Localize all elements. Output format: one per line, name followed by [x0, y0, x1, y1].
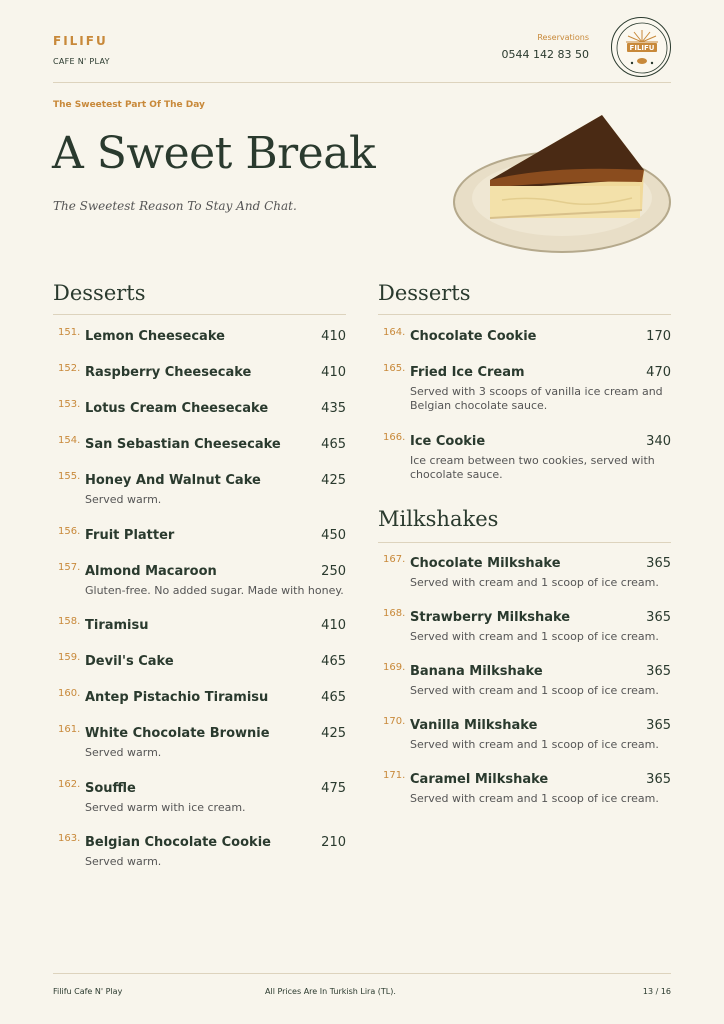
item-name: White Chocolate Brownie: [85, 726, 270, 741]
item-number: 166.: [383, 432, 406, 443]
item-number: 155.: [58, 471, 81, 482]
item-number: 152.: [58, 363, 81, 374]
item-name: Almond Macaroon: [85, 564, 217, 579]
item-name: Caramel Milkshake: [410, 772, 549, 787]
section-divider: [378, 542, 671, 543]
section-title-desserts-right: Desserts: [378, 281, 471, 305]
reservations-block: [502, 33, 589, 61]
item-name: Chocolate Milkshake: [410, 556, 561, 571]
item-description: Served with cream and 1 scoop of ice cream.: [410, 792, 659, 805]
header-divider: [53, 82, 671, 83]
item-number: 159.: [58, 652, 81, 663]
item-number: 164.: [383, 327, 406, 338]
item-number: 168.: [383, 608, 406, 619]
item-description: Served with cream and 1 scoop of ice cream.: [410, 738, 659, 751]
item-name: Antep Pistachio Tiramisu: [85, 690, 269, 705]
item-number: 154.: [58, 435, 81, 446]
page-number: 13 / 16: [642, 987, 671, 996]
item-number: 170.: [383, 716, 406, 727]
item-price: 170: [646, 329, 671, 344]
item-number: 161.: [58, 724, 81, 735]
tagline: The Sweetest Part Of The Day: [53, 100, 205, 110]
logo-icon: [612, 18, 672, 78]
phone-number[interactable]: 0544 142 83 50: [501, 48, 589, 61]
item-name: Banana Milkshake: [410, 664, 543, 679]
brand-name: FILIFU: [53, 34, 108, 48]
footer-brand: Filifu Cafe N' Play: [53, 987, 123, 996]
item-price: 340: [646, 434, 671, 449]
item-description: Ice cream between two cookies, served with chocolate sauce.: [410, 454, 655, 481]
item-price: 250: [321, 564, 346, 579]
item-number: 157.: [58, 562, 81, 573]
item-number: 171.: [383, 770, 406, 781]
right-column: [378, 281, 671, 881]
cheesecake-image: [452, 110, 674, 260]
item-price: 475: [321, 781, 346, 796]
item-price: 435: [321, 401, 346, 416]
item-description: Served with cream and 1 scoop of ice cream.: [410, 576, 659, 589]
brand-block: [53, 34, 110, 66]
item-description: Served warm with ice cream.: [85, 801, 246, 814]
item-price: 450: [321, 528, 346, 543]
item-number: 169.: [383, 662, 406, 673]
item-price: 465: [321, 437, 346, 452]
section-title-desserts: Desserts: [53, 281, 146, 305]
logo-text: FILIFU: [629, 44, 655, 52]
brand-subtitle: CAFE N' PLAY: [53, 57, 110, 66]
page-subtitle: The Sweetest Reason To Stay And Chat.: [53, 199, 297, 213]
item-price: 365: [646, 556, 671, 571]
footer-divider: [53, 973, 671, 974]
item-number: 151.: [58, 327, 81, 338]
item-price: 425: [321, 726, 346, 741]
item-price: 465: [321, 654, 346, 669]
item-name: Strawberry Milkshake: [410, 610, 571, 625]
item-description: Served with cream and 1 scoop of ice cream.: [410, 630, 659, 643]
item-name: Chocolate Cookie: [410, 329, 537, 344]
item-price: 425: [321, 473, 346, 488]
section-divider: [53, 314, 346, 315]
item-name: Fruit Platter: [85, 528, 175, 543]
item-price: 365: [646, 772, 671, 787]
item-number: 156.: [58, 526, 81, 537]
page-title: A Sweet Break: [52, 128, 376, 179]
logo: [611, 17, 671, 77]
item-number: 160.: [58, 688, 81, 699]
left-column: [53, 281, 346, 881]
item-name: Lemon Cheesecake: [85, 329, 225, 344]
item-number: 162.: [58, 779, 81, 790]
item-price: 365: [646, 718, 671, 733]
item-name: Honey And Walnut Cake: [85, 473, 261, 488]
footer-note: All Prices Are In Turkish Lira (TL).: [265, 987, 396, 996]
item-description: Served with 3 scoops of vanilla ice cream and Belgian chocolate sauce.: [410, 385, 663, 412]
section-divider: [378, 314, 671, 315]
item-price: 470: [646, 365, 671, 380]
item-description: Served warm.: [85, 746, 162, 759]
item-description: Gluten-free. No added sugar. Made with honey.: [85, 584, 344, 597]
item-number: 158.: [58, 616, 81, 627]
reservations-label: Reservations: [537, 33, 589, 42]
item-description: Served warm.: [85, 493, 162, 506]
item-price: 210: [321, 835, 346, 850]
item-name: San Sebastian Cheesecake: [85, 437, 281, 452]
item-price: 410: [321, 618, 346, 633]
item-name: Vanilla Milkshake: [410, 718, 538, 733]
item-price: 365: [646, 610, 671, 625]
item-name: Souffle: [85, 781, 136, 796]
item-price: 465: [321, 690, 346, 705]
item-name: Belgian Chocolate Cookie: [85, 835, 271, 850]
item-name: Lotus Cream Cheesecake: [85, 401, 269, 416]
item-description: Served warm.: [85, 855, 162, 868]
section-title-milkshakes: Milkshakes: [378, 507, 499, 531]
item-name: Devil's Cake: [85, 654, 174, 669]
item-name: Fried Ice Cream: [410, 365, 525, 380]
item-number: 167.: [383, 554, 406, 565]
item-name: Ice Cookie: [410, 434, 486, 449]
item-price: 410: [321, 365, 346, 380]
item-name: Tiramisu: [85, 618, 149, 633]
item-price: 410: [321, 329, 346, 344]
item-price: 365: [646, 664, 671, 679]
item-description: Served with cream and 1 scoop of ice cream.: [410, 684, 659, 697]
item-number: 153.: [58, 399, 81, 410]
item-name: Raspberry Cheesecake: [85, 365, 252, 380]
item-number: 163.: [58, 833, 81, 844]
item-number: 165.: [383, 363, 406, 374]
